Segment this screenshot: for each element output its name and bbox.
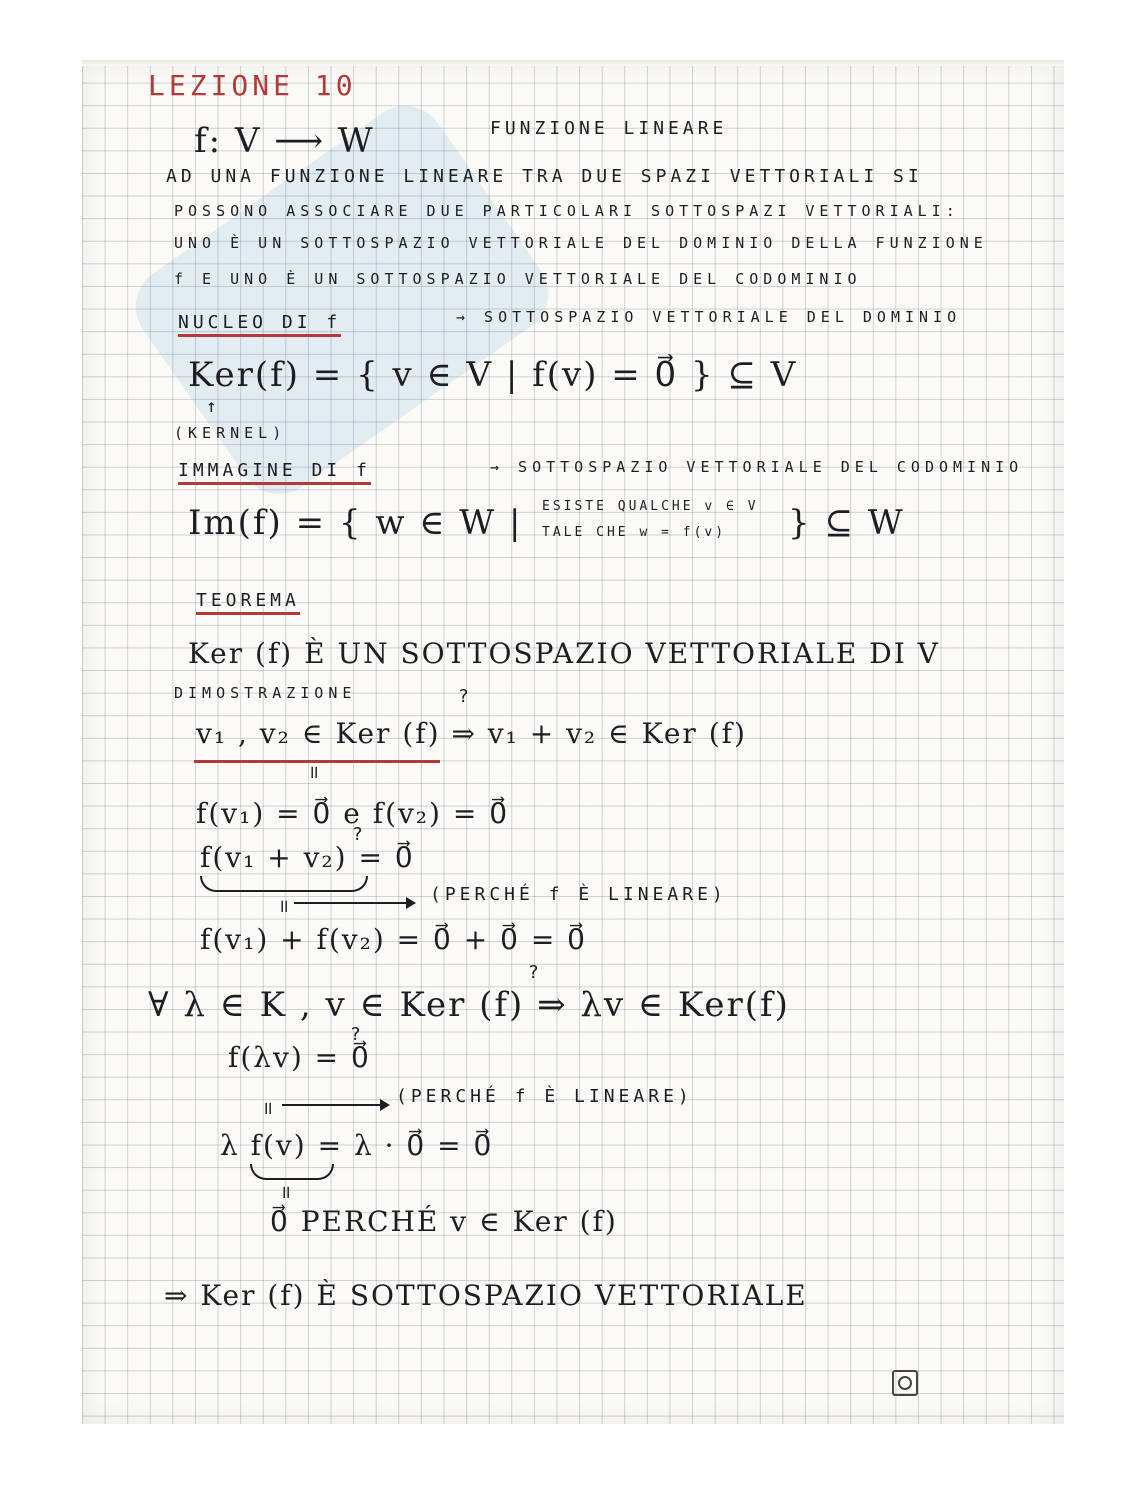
question-mark-3: ? <box>528 962 543 983</box>
intro-line-1: AD UNA FUNZIONE LINEARE TRA DUE SPAZI VETTORIALI SI <box>166 166 923 187</box>
proof-step-2: f(v₁) = 0⃗ e f(v₂) = 0⃗ <box>196 797 510 830</box>
function-label: FUNZIONE LINEARE <box>490 118 728 139</box>
brace-2 <box>250 1164 334 1180</box>
immagine-heading: IMMAGINE DI f <box>178 462 371 485</box>
equals-mark-3: ॥ <box>262 1098 277 1119</box>
kernel-label: (KERNEL) <box>174 424 287 442</box>
proof-step-4: f(v₁) + f(v₂) = 0⃗ + 0⃗ = 0⃗ <box>200 923 587 956</box>
image-formula-left: Im(f) = { w ∈ W | <box>188 503 523 543</box>
kernel-arrow: ↑ <box>206 396 221 417</box>
notebook-page <box>82 60 1064 1424</box>
image-condition-bottom: TALE CHE w = f(v) <box>542 525 727 540</box>
brace-1 <box>200 876 368 892</box>
proof-step-5: ∀ λ ∈ K , v ∈ Ker (f) ⇒ λv ∈ Ker(f) <box>148 985 790 1025</box>
intro-line-3: UNO È UN SOTTOSPAZIO VETTORIALE DEL DOMINIO DELLA FUNZIONE <box>174 234 988 252</box>
immagine-note: → SOTTOSPAZIO VETTORIALE DEL CODOMINIO <box>490 458 1024 476</box>
dimostrazione-heading: DIMOSTRAZIONE <box>174 684 357 702</box>
arrow-1 <box>294 902 414 904</box>
function-map: f: V ⟶ W <box>194 121 375 161</box>
page-top-edge <box>82 60 1064 66</box>
proof-step-3: f(v₁ + v₂) = 0⃗ <box>200 841 415 874</box>
teorema-statement: Ker (f) È UN SOTTOSPAZIO VETTORIALE DI V <box>188 637 940 670</box>
lesson-title: LEZIONE 10 <box>148 69 357 102</box>
perche-note-2: (PERCHÉ f È LINEARE) <box>396 1086 693 1107</box>
nucleo-heading: NUCLEO DI f <box>178 314 341 337</box>
intro-line-2: POSSONO ASSOCIARE DUE PARTICOLARI SOTTOSPAZI VETTORIALI: <box>174 202 960 220</box>
proof-step-1: v₁ , v₂ ∈ Ker (f) ⇒ v₁ + v₂ ∈ Ker (f) <box>196 717 747 750</box>
image-condition-top: ESISTE QUALCHE v ∈ V <box>542 499 759 514</box>
arrow-2 <box>282 1104 388 1106</box>
intro-line-4: f E UNO È UN SOTTOSPAZIO VETTORIALE DEL CODOMINIO <box>174 270 862 288</box>
corner-stamp-icon <box>892 1370 918 1396</box>
equals-mark-1: ॥ <box>308 762 323 783</box>
proof-step-7: λ f(v) = λ · 0⃗ = 0⃗ <box>220 1129 494 1162</box>
question-mark-4: ? <box>350 1024 365 1045</box>
proof-conclusion: ⇒ Ker (f) È SOTTOSPAZIO VETTORIALE <box>164 1279 808 1312</box>
perche-note-1: (PERCHÉ f È LINEARE) <box>430 884 727 905</box>
proof-step-6: f(λv) = 0⃗ <box>228 1041 371 1074</box>
question-mark-2: ? <box>352 824 367 845</box>
equals-mark-2: ॥ <box>278 896 293 917</box>
image-formula-right: } ⊆ W <box>788 503 905 543</box>
nucleo-note: → SOTTOSPAZIO VETTORIALE DEL DOMINIO <box>456 308 962 326</box>
proof-step-8: 0⃗ PERCHÉ v ∈ Ker (f) <box>270 1205 618 1238</box>
kernel-formula: Ker(f) = { v ∈ V | f(v) = 0⃗ } ⊆ V <box>188 355 798 395</box>
teorema-heading: TEOREMA <box>196 592 300 615</box>
question-mark-1: ? <box>458 686 473 707</box>
equals-mark-4: ॥ <box>280 1182 295 1203</box>
